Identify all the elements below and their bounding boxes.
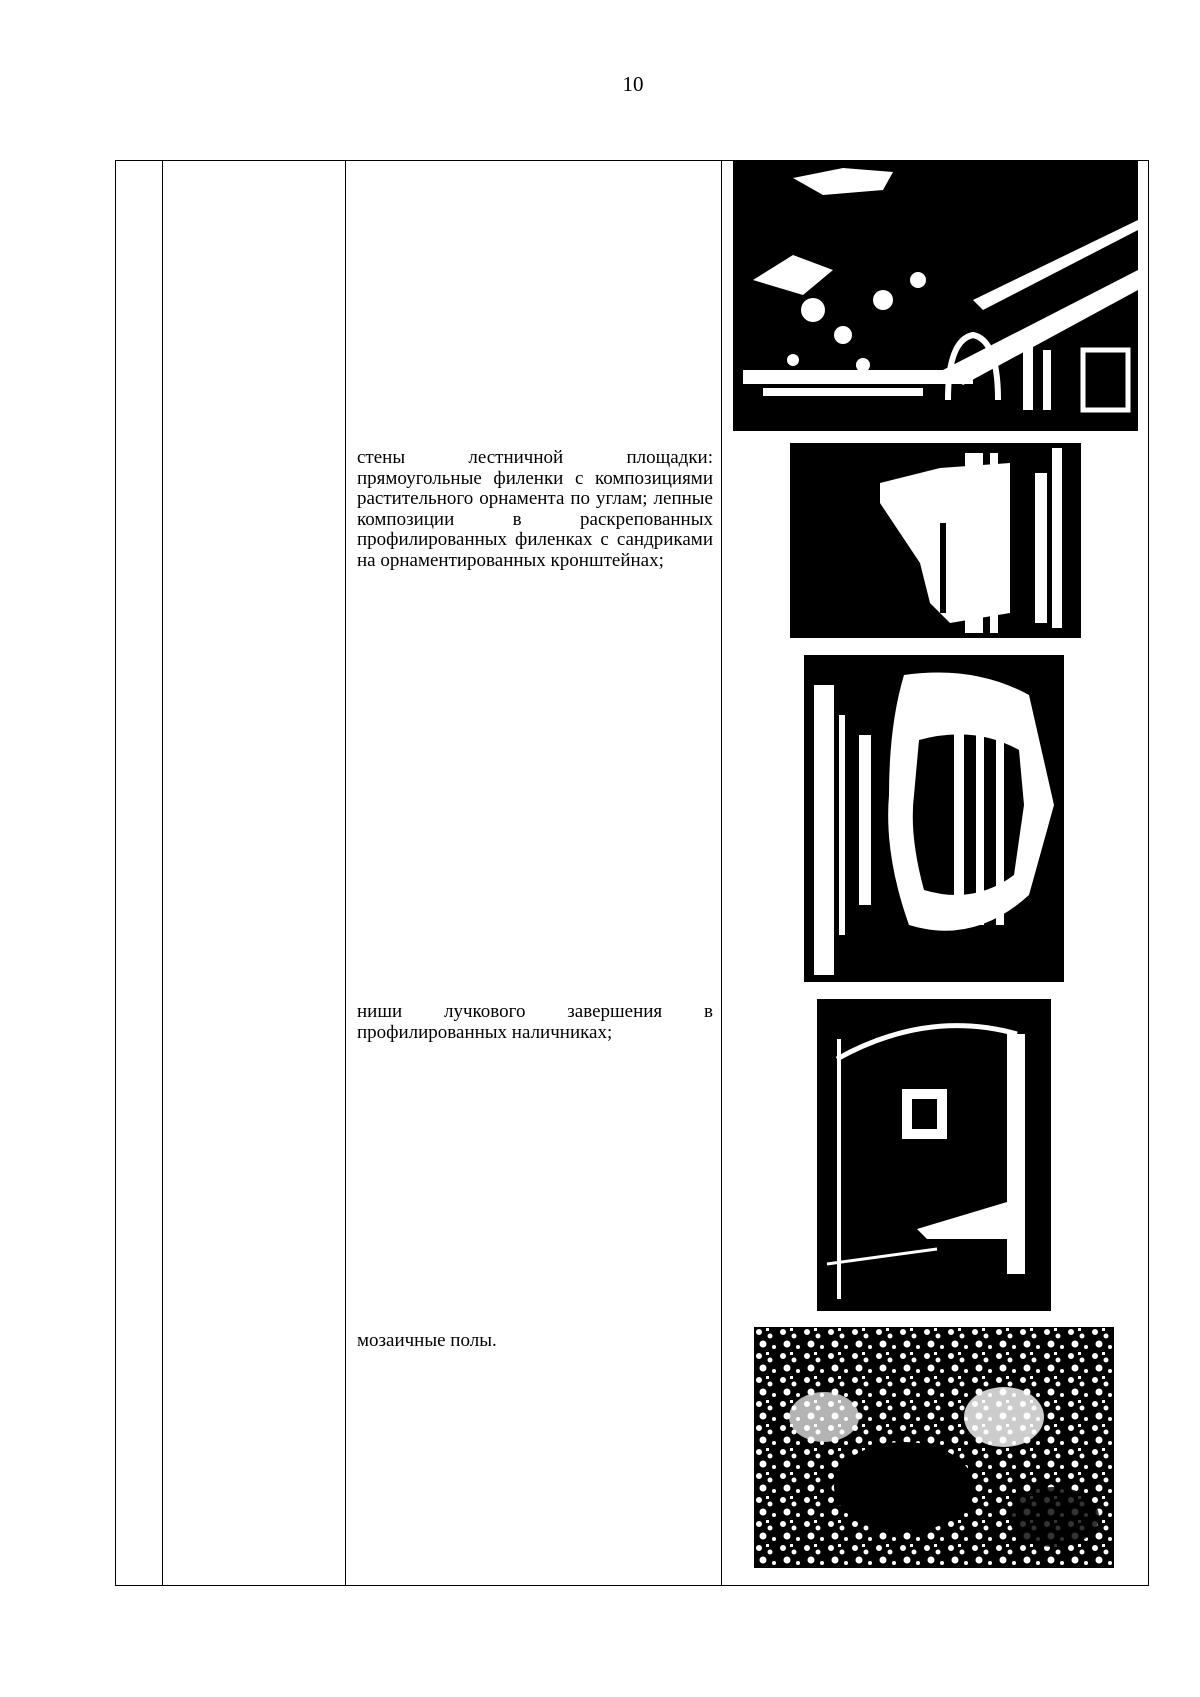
- column-divider: [721, 161, 722, 1585]
- photo-stairwell-ceiling: [733, 160, 1138, 431]
- description-walls: стены лестничной площадки: прямоугольные филенки с композициями растительного орнамента по углам; лепные композиции в раскрепованных профилированных филенках с сандриками на орнаментированных кронштейнах;: [357, 447, 713, 571]
- photo-ornamental-panel: [804, 655, 1064, 982]
- column-divider: [162, 161, 163, 1585]
- description-floors: мозаичные полы.: [357, 1330, 497, 1351]
- photo-arched-niche: [817, 999, 1051, 1311]
- column-divider: [345, 161, 346, 1585]
- photo-wall-panel: [790, 443, 1081, 638]
- page-number: 10: [622, 72, 644, 96]
- photo-mosaic-floor: [754, 1327, 1114, 1568]
- description-niches: ниши лучкового завершения в профилированных наличниках;: [357, 1001, 713, 1043]
